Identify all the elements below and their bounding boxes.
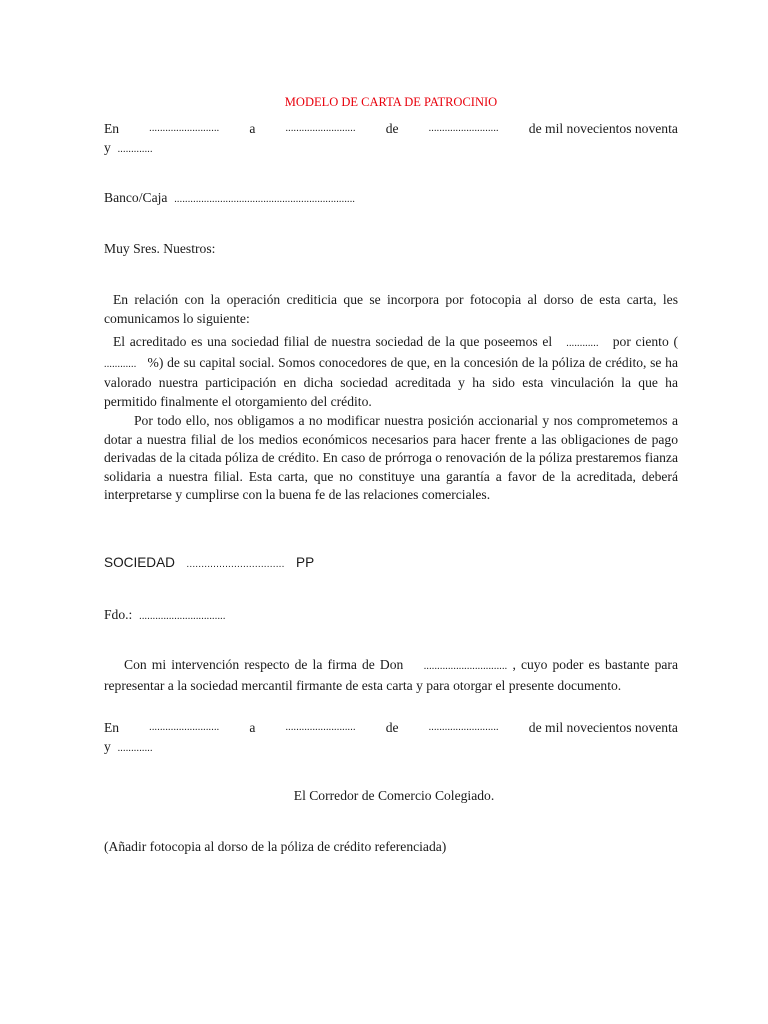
date2-en-label: En — [104, 720, 120, 735]
footnote: (Añadir fotocopia al dorso de la póliza de crédito referenciada) — [104, 839, 447, 854]
fdo-line — [104, 606, 678, 627]
para1-text-3: %) de su capital social. Somos conocedores de que, en la concesión de la póliza de crédito, se ha valorado nuestra participación en dicha sociedad acreditada y ha sido esta vinculación la que ha permitido finalmente el otorgamiento del crédito. — [104, 354, 678, 409]
date2-month-blank: .......................... — [285, 722, 356, 733]
date-line-1 — [104, 120, 678, 139]
fdo-label: Fdo.: — [104, 607, 133, 622]
sociedad-line — [104, 554, 678, 575]
date-year-suffix-blank: ............. — [117, 144, 153, 155]
date2-y-label: y — [104, 739, 111, 754]
date-line-1-cont — [104, 139, 678, 160]
paragraph-obligations — [104, 412, 678, 505]
date-a-label: a — [249, 121, 256, 136]
para1-percent-blank: ............ — [566, 338, 599, 349]
date-de-label: de — [385, 121, 399, 136]
date-month-blank: .......................... — [285, 123, 356, 134]
intervention-don-blank: ............................... — [423, 661, 508, 672]
banco-label: Banco/Caja — [104, 190, 168, 205]
date2-year-blank: .......................... — [428, 722, 499, 733]
para1-percent-blank-2: ............ — [104, 358, 137, 370]
salutation: Muy Sres. Nuestros: — [104, 241, 216, 256]
banco-blank: ................................................................... — [174, 194, 356, 205]
para1-text-1: El acreditado es una sociedad filial de nuestra sociedad de la que poseemos el — [113, 334, 553, 349]
sociedad-blank: ................................. — [186, 559, 285, 570]
date2-tail-text: de mil novecientos noventa — [528, 720, 678, 735]
date2-de-label: de — [385, 720, 399, 735]
intervention-text-1: Con mi intervención respecto de la firma de Don — [124, 657, 404, 672]
corredor-signature: El Corredor de Comercio Colegiado. — [293, 788, 495, 803]
banco-line — [104, 189, 678, 210]
paragraph-filial — [104, 333, 678, 411]
date2-day-blank: .......................... — [149, 722, 220, 733]
intro-text: En relación con la operación crediticia que se incorpora por fotocopia al dorso de esta carta, les comunicamos lo siguiente: — [104, 292, 678, 326]
date-line-2-cont — [104, 738, 678, 759]
date-year-blank: .......................... — [428, 123, 499, 134]
date-day-blank: .......................... — [149, 123, 220, 134]
para1-text-2: por ciento ( — [612, 334, 678, 349]
date2-year-suffix-blank: ............. — [117, 743, 153, 754]
date-en-label: En — [104, 121, 120, 136]
sociedad-label: SOCIEDAD — [104, 555, 176, 570]
intro-paragraph — [104, 291, 678, 328]
document-title: MODELO DE CARTA DE PATROCINIO — [284, 95, 498, 109]
sociedad-pp: PP — [296, 555, 315, 570]
date-y-label: y — [104, 140, 111, 155]
date-tail-text: de mil novecientos noventa — [528, 121, 678, 136]
paragraph-intervention — [104, 656, 678, 695]
fdo-blank: ................................ — [139, 611, 226, 622]
intervention-text-2: , cuyo poder es bastante para representar a la sociedad mercantil firmante de esta carta y para otorgar el presente documento. — [104, 657, 678, 693]
para2-text: Por todo ello, nos obligamos a no modificar nuestra posición accionarial y nos comprometemos a dotar a nuestra filial de los medios económicos necesarios para hacer frente a las obligaciones de pago derivadas de la citada póliza de crédito. En caso de prórroga o renovación de la póliza prestaremos fianza solidaria a nuestra filial. Esta carta, que no constituye una garantía a favor de la acreditada, deberá interpretarse y cumplirse con la buena fe de las relaciones comerciales. — [104, 413, 678, 502]
date2-a-label: a — [249, 720, 256, 735]
date-line-2 — [104, 719, 678, 738]
